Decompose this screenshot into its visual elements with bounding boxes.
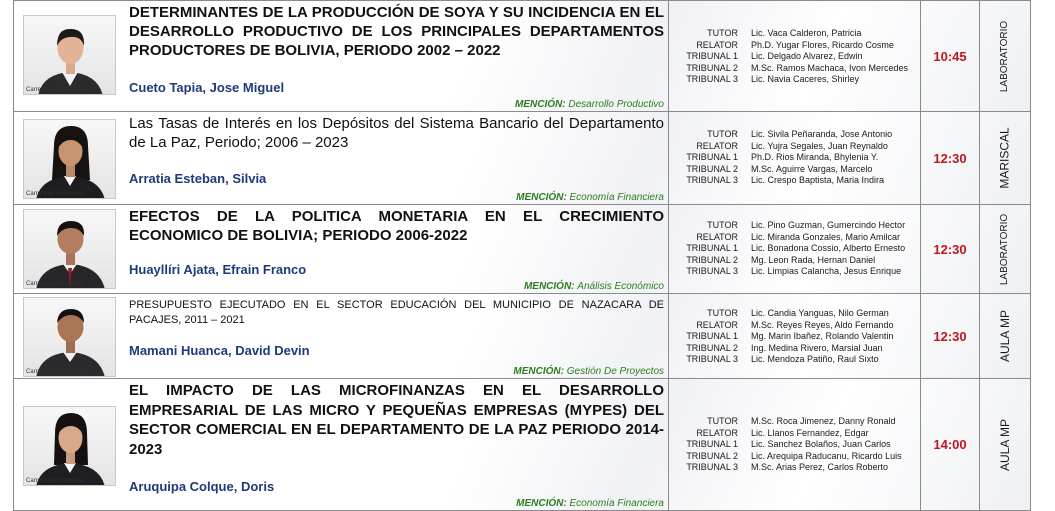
student-photo — [23, 209, 116, 289]
jury-role: TRIBUNAL 1 — [686, 331, 738, 341]
mention-label: MENCIÓN: — [515, 99, 566, 110]
time-cell — [920, 205, 980, 293]
room-cell — [980, 379, 1030, 510]
mention — [515, 99, 664, 110]
jury-list — [669, 416, 920, 474]
student-photo — [23, 406, 116, 486]
jury-role: TRIBUNAL 1 — [686, 152, 738, 162]
student-name: Huayllíri Ajata, Efrain Franco — [129, 262, 307, 277]
student-name: Mamani Huanca, David Devin — [129, 343, 310, 358]
student-portrait-icon — [24, 16, 116, 95]
jury-member: Lic. Bonadona Cossio, Alberto Ernesto — [751, 243, 906, 253]
jury-tribunal-1 — [669, 152, 920, 164]
jury-member: M.Sc. Roca Jimenez, Danny Ronald — [751, 416, 896, 426]
mention-label: MENCIÓN: — [513, 366, 564, 377]
mention-label: MENCIÓN: — [516, 498, 567, 509]
jury-member: Lic. Sanchez Bolaños, Juan Carlos — [751, 439, 891, 449]
thesis-cell — [125, 205, 668, 293]
jury-member: Lic. Arequipa Raducanu, Ricardo Luis — [751, 450, 902, 461]
jury-tribunal-2 — [669, 451, 920, 463]
jury-tribunal-2 — [669, 63, 920, 75]
jury-tribunal-2 — [669, 343, 920, 355]
jury-member: Lic. Candia Yanguas, Nilo German — [751, 308, 889, 318]
jury-member: M.Sc. Arias Perez, Carlos Roberto — [751, 462, 889, 472]
jury-tutor — [669, 129, 920, 141]
mention-value: Economía Financiera — [569, 192, 664, 203]
jury-member: M.Sc. Aguirre Vargas, Marcelo — [751, 163, 873, 174]
room-cell — [980, 112, 1030, 204]
jury-role: TRIBUNAL 2 — [686, 342, 738, 353]
jury-cell — [668, 112, 920, 204]
jury-role: RELATOR — [696, 319, 738, 330]
mention — [516, 192, 664, 203]
student-portrait-icon — [24, 298, 116, 377]
jury-member: Lic. Miranda Gonzales, Mario Amilcar — [751, 231, 901, 242]
mention — [513, 366, 664, 377]
student-portrait-icon — [24, 407, 116, 486]
jury-role: RELATOR — [696, 231, 738, 242]
jury-tutor — [669, 28, 920, 40]
jury-cell — [668, 379, 920, 510]
jury-tribunal-3 — [669, 175, 920, 187]
schedule-row — [13, 0, 1031, 112]
jury-role: TRIBUNAL 3 — [686, 175, 738, 185]
jury-member: M.Sc. Ramos Machaca, Ivon Mercedes — [751, 62, 909, 73]
jury-member: Lic. Sivila Peñaranda, Jose Antonio — [751, 129, 893, 139]
student-photo-cell — [14, 1, 125, 111]
student-photo — [23, 297, 116, 377]
jury-relator — [669, 232, 920, 244]
time-cell — [920, 112, 980, 204]
jury-member: Lic. Crespo Baptista, Maria Indira — [751, 175, 885, 185]
thesis-title: PRESUPUESTO EJECUTADO EN EL SECTOR EDUCACIÓN DEL MUNICIPIO DE NAZACARA DE PACAJES, 2011 – 2021 — [129, 299, 664, 326]
mention-label: MENCIÓN: — [516, 192, 567, 203]
defense-room: LABORATORIO — [999, 20, 1011, 92]
jury-role: TUTOR — [707, 416, 738, 426]
jury-tribunal-2 — [669, 164, 920, 176]
thesis-title: DETERMINANTES DE LA PRODUCCIÓN DE SOYA Y SU INCIDENCIA EN EL DESARROLLO PRODUCTIVO DE LOS PRINCIPALES DEPARTAMENTOS PRODUCTORES DE BOLIVIA, PERIODO 2002 – 2022 — [129, 4, 664, 59]
jury-tribunal-2 — [669, 255, 920, 267]
defense-room: MARISCAL — [998, 127, 1013, 189]
jury-list — [669, 308, 920, 366]
jury-role: TRIBUNAL 2 — [686, 254, 738, 265]
jury-role: TRIBUNAL 3 — [686, 266, 738, 276]
jury-member: Mg. Leon Rada, Hernan Daniel — [751, 254, 876, 265]
jury-list — [669, 129, 920, 187]
mention-value: Gestión De Proyectos — [566, 366, 664, 377]
jury-relator — [669, 40, 920, 52]
photo-caption: Carrera de Economía — [26, 281, 84, 287]
jury-relator — [669, 141, 920, 153]
jury-role: TRIBUNAL 1 — [686, 243, 738, 253]
jury-tutor — [669, 308, 920, 320]
jury-tutor — [669, 416, 920, 428]
time-cell — [920, 379, 980, 510]
defense-time: 12:30 — [933, 328, 967, 344]
jury-list — [669, 220, 920, 278]
jury-member: Lic. Limpias Calancha, Jesus Enrique — [751, 266, 902, 276]
room-cell — [980, 1, 1030, 111]
photo-caption: Carrera de Economía — [26, 191, 84, 197]
jury-tribunal-3 — [669, 266, 920, 278]
jury-role: TRIBUNAL 3 — [686, 74, 738, 84]
jury-cell — [668, 1, 920, 111]
jury-member: Ph.D. Yugar Flores, Ricardo Cosme — [751, 39, 894, 50]
room-cell — [980, 294, 1030, 378]
student-name: Arratia Esteban, Silvia — [129, 171, 267, 186]
defense-room: LABORATORIO — [999, 213, 1011, 285]
jury-member: Lic. Vaca Calderon, Patricia — [751, 28, 862, 38]
thesis-cell — [125, 294, 668, 378]
schedule-row — [13, 293, 1031, 379]
student-name: Cueto Tapia, Jose Miguel — [129, 80, 285, 95]
jury-member: Lic. Yujra Segales, Juan Reynaldo — [751, 140, 888, 151]
jury-member: Lic. Delgado Alvarez, Edwin — [751, 51, 863, 61]
thesis-title: EFECTOS DE LA POLITICA MONETARIA EN EL CRECIMIENTO ECONOMICO DE BOLIVIA; PERIODO 2006-2022 — [129, 208, 664, 244]
jury-member: Lic. Llanos Fernandez, Edgar — [751, 427, 869, 438]
student-portrait-icon — [24, 120, 116, 199]
jury-member: M.Sc. Reyes Reyes, Aldo Fernando — [751, 319, 894, 330]
room-cell — [980, 205, 1030, 293]
defense-time: 14:00 — [933, 437, 967, 452]
thesis-title: Las Tasas de Interés en los Depósitos del Sistema Bancario del Departamento de La Paz, Periodo; 2006 – 2023 — [129, 115, 664, 151]
jury-tribunal-3 — [669, 462, 920, 474]
jury-tribunal-3 — [669, 74, 920, 86]
jury-role: TRIBUNAL 2 — [686, 62, 738, 73]
schedule-row — [13, 378, 1031, 511]
time-cell — [920, 294, 980, 378]
jury-member: Lic. Pino Guzman, Gumercindo Hector — [751, 220, 906, 230]
thesis-cell — [125, 379, 668, 510]
student-photo — [23, 15, 116, 95]
photo-caption: Carrera de Economía — [26, 369, 84, 375]
jury-list — [669, 28, 920, 86]
thesis-cell — [125, 1, 668, 111]
student-photo — [23, 119, 116, 199]
student-portrait-icon — [24, 210, 116, 289]
student-photo-cell — [14, 112, 125, 204]
mention — [516, 498, 664, 509]
student-photo-cell — [14, 205, 125, 293]
jury-role: RELATOR — [696, 427, 738, 438]
jury-cell — [668, 205, 920, 293]
student-name: Aruquipa Colque, Doris — [129, 479, 275, 494]
schedule-row — [13, 204, 1031, 294]
mention-value: Análisis Económico — [577, 281, 664, 292]
mention-value: Economía Financiera — [569, 498, 664, 509]
jury-role: TRIBUNAL 2 — [686, 163, 738, 174]
jury-role: TRIBUNAL 3 — [686, 354, 738, 364]
jury-member: Lic. Mendoza Patiño, Raul Sixto — [751, 354, 879, 364]
jury-role: TUTOR — [707, 28, 738, 38]
defense-time: 10:45 — [933, 48, 967, 64]
schedule-row — [13, 111, 1031, 205]
time-cell — [920, 1, 980, 111]
jury-role: TUTOR — [707, 129, 738, 139]
jury-member: Ph.D. Rios Miranda, Bhylenia Y. — [751, 152, 879, 162]
defense-time: 12:30 — [933, 150, 967, 166]
jury-relator — [669, 428, 920, 440]
photo-caption: Carrera de Economía — [26, 478, 84, 484]
jury-member: Mg. Marin Ibañez, Rolando Valentin — [751, 331, 894, 341]
defense-room: AULA MP — [998, 418, 1012, 471]
jury-member: Lic. Navia Caceres, Shirley — [751, 74, 860, 84]
jury-role: TUTOR — [707, 308, 738, 318]
jury-tribunal-1 — [669, 51, 920, 63]
mention-label: MENCIÓN: — [523, 281, 575, 292]
jury-role: RELATOR — [696, 39, 738, 50]
jury-role: TRIBUNAL 1 — [686, 439, 738, 449]
jury-cell — [668, 294, 920, 378]
jury-member: Ing. Medina Rivero, Marsial Juan — [751, 342, 883, 353]
jury-role: TUTOR — [707, 220, 738, 230]
jury-relator — [669, 320, 920, 332]
photo-caption: Carrera de Economía — [26, 87, 84, 93]
thesis-title: EL IMPACTO DE LAS MICROFINANZAS EN EL DESARROLLO EMPRESARIAL DE LAS MICRO Y PEQUEÑAS EMPRESAS (MYPES) DEL SECTOR COMERCIAL EN EL DEPARTAMENTO DE LA PAZ PERIODO 2014-2023 — [129, 382, 664, 458]
jury-role: TRIBUNAL 2 — [686, 450, 738, 461]
thesis-cell — [125, 112, 668, 204]
jury-tribunal-1 — [669, 331, 920, 343]
jury-tribunal-3 — [669, 354, 920, 366]
mention-value: Desarrollo Productivo — [568, 99, 664, 110]
student-photo-cell — [14, 294, 125, 378]
jury-role: RELATOR — [696, 140, 738, 151]
jury-tutor — [669, 220, 920, 232]
jury-tribunal-1 — [669, 243, 920, 255]
jury-role: TRIBUNAL 1 — [686, 51, 738, 61]
mention — [524, 281, 664, 292]
defense-time: 12:30 — [933, 241, 967, 257]
student-photo-cell — [14, 379, 125, 510]
defense-room: AULA MP — [998, 309, 1012, 363]
jury-tribunal-1 — [669, 439, 920, 451]
jury-role: TRIBUNAL 3 — [686, 462, 738, 472]
